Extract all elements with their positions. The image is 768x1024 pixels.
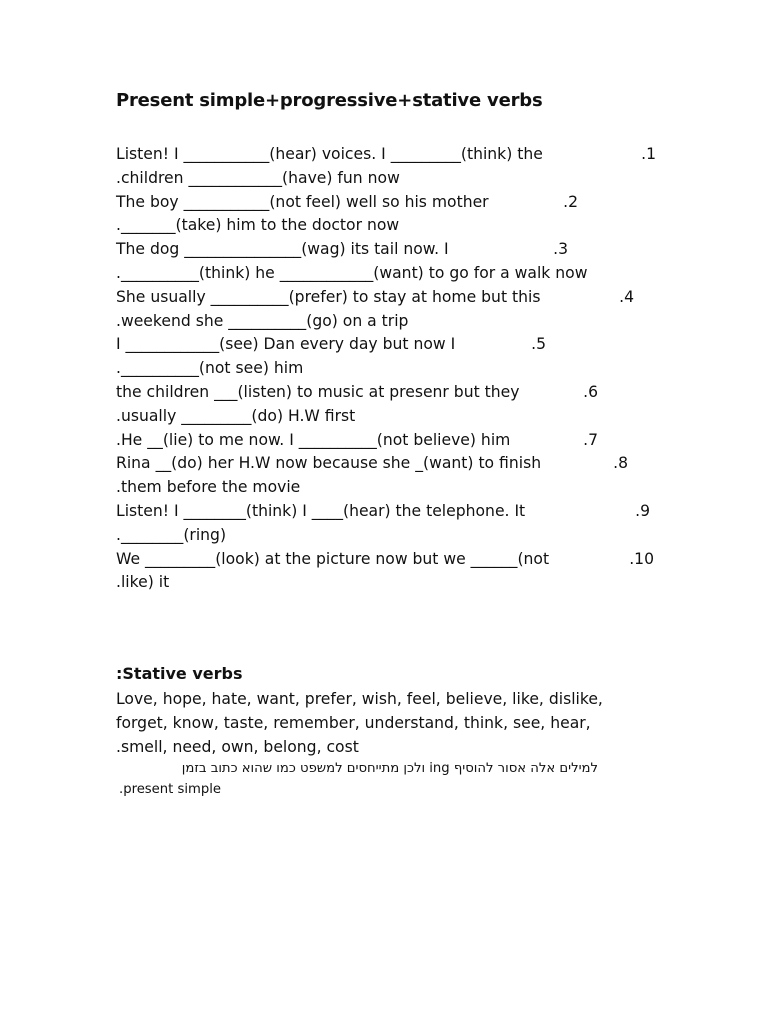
exercise-list — [116, 143, 656, 595]
worksheet-title: Present simple+progressive+stative verbs — [116, 90, 543, 111]
exercise-line — [116, 357, 656, 381]
exercise-line — [116, 429, 656, 453]
stative-verbs-line: forget, know, taste, remember, understand, think, see, hear, — [116, 713, 591, 732]
exercise-line-text: ._______(take) him to the doctor now — [116, 216, 400, 235]
exercise-line-text: .usually _________(do) H.W first — [116, 406, 356, 425]
exercise-line — [116, 452, 656, 476]
present-simple-note: .present simple — [119, 782, 222, 797]
exercise-line — [116, 238, 656, 262]
exercise-line-text: .________(ring) — [116, 525, 227, 544]
exercise-number: .10 — [629, 549, 654, 568]
exercise-number: .2 — [563, 192, 578, 211]
exercise-line-text: The dog _______________(wag) its tail now. I — [116, 240, 449, 259]
exercise-line-text: .He __(lie) to me now. I __________(not believe) him — [116, 430, 511, 449]
stative-verbs-heading: :Stative verbs — [116, 664, 243, 683]
exercise-line-text: She usually __________(prefer) to stay at home but this — [116, 287, 541, 306]
exercise-line — [116, 381, 656, 405]
exercise-line — [116, 571, 656, 595]
exercise-line-text: Listen! I ________(think) I ____(hear) the telephone. It — [116, 501, 526, 520]
exercise-line — [116, 310, 656, 334]
exercise-line — [116, 548, 656, 572]
exercise-line-text: Listen! I ___________(hear) voices. I _________(think) the — [116, 145, 543, 163]
exercise-line-text: The boy ___________(not feel) well so his mother — [116, 192, 489, 211]
exercise-line — [116, 476, 656, 500]
hebrew-note: למילים אלה אסור להוסיף ing ולכן מתייחסים למשפט כמו שהוא כתוב בזמן — [181, 761, 598, 776]
exercise-line-text: We _________(look) at the picture now but we ______(not — [116, 549, 550, 568]
exercise-number: .1 — [641, 145, 656, 163]
exercise-line — [116, 167, 656, 191]
exercise-line-text: .__________(not see) him — [116, 359, 304, 378]
exercise-line-text: .them before the movie — [116, 478, 301, 497]
exercise-number: .8 — [613, 454, 628, 473]
exercise-line — [116, 214, 656, 238]
exercise-line-text: .like) it — [116, 573, 170, 592]
exercise-line — [116, 143, 656, 167]
exercise-number: .6 — [583, 382, 598, 401]
exercise-line — [116, 524, 656, 548]
exercise-line — [116, 286, 656, 310]
exercise-number: .9 — [635, 501, 650, 520]
exercise-line — [116, 405, 656, 429]
stative-verbs-list — [116, 688, 656, 759]
exercise-number: .7 — [583, 430, 598, 449]
exercise-line-text: .__________(think) he ____________(want) to go for a walk now — [116, 263, 588, 282]
exercise-line-text: I ____________(see) Dan every day but now I — [116, 335, 456, 354]
exercise-line-text: .weekend she __________(go) on a trip — [116, 311, 409, 330]
stative-verbs-line: .smell, need, own, belong, cost — [116, 737, 359, 756]
stative-verbs-line: Love, hope, hate, want, prefer, wish, feel, believe, like, dislike, — [116, 690, 603, 708]
exercise-number: .5 — [531, 335, 546, 354]
exercise-number: .4 — [619, 287, 634, 306]
exercise-line — [116, 500, 656, 524]
exercise-line — [116, 262, 656, 286]
exercise-line-text: Rina __(do) her H.W now because she _(want) to finish — [116, 454, 542, 473]
exercise-line — [116, 191, 656, 215]
exercise-line — [116, 333, 656, 357]
exercise-number: .3 — [553, 240, 568, 259]
exercise-line-text: .children ____________(have) fun now — [116, 168, 400, 187]
exercise-line-text: the children ___(listen) to music at presenr but they — [116, 382, 520, 401]
